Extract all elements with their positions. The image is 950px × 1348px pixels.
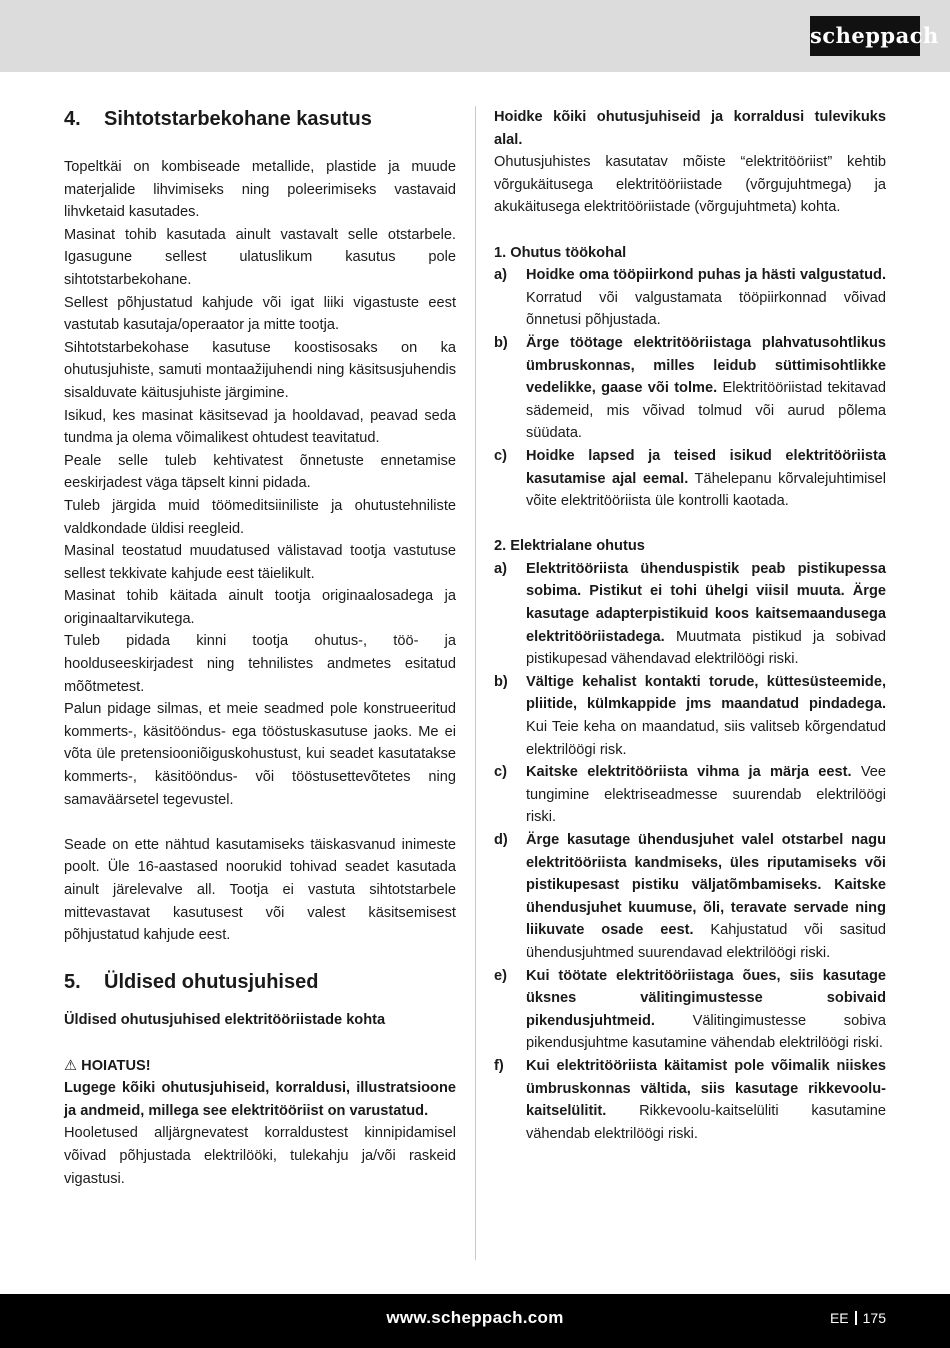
body-paragraph: Sellest põhjustatud kahjude või igat liiki vigastuste eest vastutab kasutaja/operaator ja mitte tootja. (64, 294, 456, 334)
subsection-2-list (494, 558, 886, 1145)
list-item-text (526, 558, 886, 671)
warning-text: Hooletused alljärgnevatest korraldustest kinnipidamisel võivad põhjustada elektrilööki, tulekahju ja/või raskeid vigastusi. (64, 1125, 456, 1187)
body-paragraph: Sihtotstarbekohase kasutuse koostisosaks on ka ohutusjuhiste, samuti montaažijuhendi ning käsitsusjuhendis sisalduvate käitusjuhiste järgimine. (64, 339, 456, 401)
section-title-text: Sihtotstarbekohane kasutus (104, 108, 372, 130)
language-code: EE (829, 1310, 849, 1326)
list-item-label: a) (494, 267, 507, 284)
body-paragraph: Peale selle tuleb kehtivatest õnnetuste ennetamise eeskirjadest väga täpselt kinni pidada. (64, 452, 456, 492)
body-paragraph: Isikud, kes masinat käsitsevad ja hooldavad, peavad seda tundma ja olema võimalikest ohtudest teavitatud. (64, 407, 456, 447)
list-item-normal: Korratud või valgustamata tööpiirkonnad võivad õnnetusi põhjustada. (526, 289, 886, 329)
keep-instructions-text: Ohutusjuhistes kasutatav mõiste “elektritööriist” kehtib võrgukäitusega elektritööriistade (võrgujuhtmega) ja akukäitusega elektritööriistade (võrgujuhtmeta) kohta. (494, 154, 886, 216)
list-item-bold: Ärge kasutage ühendusjuhet valel otstarbel nagu elektritööriista kandmiseks, üles riputamiseks või pistikupesast pistiku väljatõmbamiseks. Kaitske ühendusjuhet kuumuse, õli, teravate servade ning liikuvate osade eest. (526, 832, 886, 939)
list-item-bold: Hoidke oma tööpiirkond puhas ja hästi valgustatud. (526, 267, 886, 284)
section-4-title (64, 106, 456, 132)
list-item-bold: Elektritööriista ühenduspistik peab pistikupessa sobima. Pistikut ei tohi ühelgi viisil muuta. Ärge kasutage adapterpistikuid koos kaitsemaandusega elektritööriistadega. (526, 560, 886, 645)
section-number: 4. (64, 108, 81, 130)
list-item-text (526, 445, 886, 513)
left-column (64, 106, 456, 1190)
right-column (494, 106, 886, 1145)
list-item-text (526, 332, 886, 445)
list-item (494, 264, 886, 332)
body-paragraph: Masinat tohib kasutada ainult vastavalt selle otstarbele. Igasugune sellest ulatuslikum kasutus pole sihtotstarbekohane. (64, 226, 456, 288)
age-paragraph: Seade on ette nähtud kasutamiseks täiskasvanud inimeste poolt. Üle 16-aastased noorukid tohivad seadet kasutada ainult järelevalve all. Tootja ei vastuta sihtotstarbele mittevastavat kasutusest või valest käsitsemisest põhjustatud kahjude eest. (64, 836, 456, 944)
body-paragraph: Tuleb järgida muid töömeditsiiniliste ja ohutustehniliste valdkondade üldisi reegleid. (64, 497, 456, 537)
body-paragraph: Masinal teostatud muudatused välistavad tootja vastutuse sellest tekkivate kahjude eest täielikult. (64, 543, 456, 582)
list-item (494, 445, 886, 513)
section-5-subtitle: Üldised ohutusjuhised elektritööriistade kohta (64, 1012, 386, 1029)
list-item-normal: Kui Teie keha on maandatud, siis valitseb kõrgendatud elektrilöögi risk. (526, 719, 886, 758)
separator (855, 1311, 857, 1325)
footer-bar (0, 1294, 950, 1348)
list-item-normal: Tähelepanu kõrvalejuhtimisel võite elektritööriista üle kontrolli kaotada. (526, 470, 886, 510)
list-item-text (526, 965, 886, 1055)
list-item-label: f) (494, 1057, 504, 1074)
body-paragraph: Topeltkäi on kombiseade metallide, plastide ja muude materjalide lihvimiseks ning poleerimiseks vastavaid lihvketaid kasutades. (64, 159, 456, 221)
list-item-bold: Vältige kehalist kontakti torude, küttesüsteemide, pliitide, külmkappide jms maandatud pindadega. (526, 673, 886, 713)
list-item (494, 829, 886, 965)
scheppach-logo: scheppach (810, 16, 920, 56)
list-item-normal: Muutmata pistikud ja sobivad pistikupesad vähendavad elektrilöögi riski. (526, 628, 886, 668)
subsection-1-list (494, 264, 886, 513)
list-item (494, 965, 886, 1055)
list-item-label: c) (494, 447, 507, 464)
list-item-text (526, 829, 886, 965)
list-item-text (526, 1055, 886, 1145)
list-item-text (526, 671, 886, 761)
page-number: 175 (862, 1310, 886, 1326)
column-divider (475, 106, 476, 1260)
list-item (494, 1055, 886, 1145)
list-item-bold: Kui elektritööriista käitamist pole võimalik niiskes ümbruskonnas vältida, siis kasutage rikkevoolu-kaitselülitit. (526, 1057, 886, 1120)
list-item-label: e) (494, 967, 507, 984)
section-number: 5. (64, 971, 81, 994)
list-item (494, 761, 886, 829)
list-item-bold: Hoidke lapsed ja teised isikud elektritööriista kasutamise ajal eemal. (526, 447, 886, 487)
page-indicator (830, 1310, 886, 1326)
list-item-text (526, 761, 886, 829)
section-4-body (64, 156, 456, 811)
list-item-normal: Elektritööriistad tekitavad sädemeid, mis võivad tolmud või aurud põlema süüdata. (526, 380, 886, 442)
list-item-bold: Kui töötate elektritööriistaga õues, siis kasutage üksnes välitingimustesse sobivaid pikendusjuhtmeid. (526, 967, 886, 1029)
keep-instructions-bold: Hoidke kõiki ohutusjuhiseid ja korraldusi tulevikuks alal. (494, 109, 886, 148)
list-item-bold: Ärge töötage elektritööriistaga plahvatusohtlikus ümbruskonnas, milles leidub süttimisohtlikke vedelikke, gaase või tolme. (526, 334, 886, 397)
header-bar (0, 0, 950, 72)
body-paragraph: Masinat tohib käitada ainult tootja originaalosadega ja originaaltarvikutega. (64, 588, 456, 627)
section-5-title (64, 969, 456, 995)
list-item (494, 671, 886, 761)
list-item-label: a) (494, 560, 507, 577)
list-item (494, 332, 886, 445)
subsection-2-title: 2. Elektrialane ohutus (494, 538, 645, 555)
subsection-1-title: 1. Ohutus töökohal (494, 244, 627, 261)
list-item-bold: Kaitske elektritööriista vihma ja märja eest. (526, 764, 852, 781)
list-item-normal: Välitingimustesse sobiva pikendusjuhtme kasutamine vähendab elektrilöögi riski. (526, 1012, 886, 1052)
list-item-label: d) (494, 832, 508, 848)
body-paragraph: Tuleb pidada kinni tootja ohutus-, töö- ja hooldusееskirjadest ning tehnilistes andmetes esitatud mõõtmetest. (64, 633, 456, 695)
list-item (494, 558, 886, 671)
list-item-label: b) (494, 334, 508, 351)
section-title-text: Üldised ohutusjuhised (104, 971, 319, 994)
body-paragraph: Palun pidage silmas, et meie seadmed pole konstrueeritud kommerts-, käsitööndus- ega tööstuskasutuse jaoks. Me ei võta üle pretensiooniõiguskohustust, kui seadet kasutatakse kommerts-, käsitööndus- või tööstusettevõtetes ning samaväärsetel tegevustel. (64, 701, 456, 808)
list-item-text (526, 264, 886, 332)
list-item-label: b) (494, 673, 508, 690)
list-item-label: c) (494, 764, 507, 781)
warning-triangle-icon: ⚠ (64, 1057, 78, 1074)
list-item-normal: Kahjustatud või sasitud ühendusjuhtmed suurendavad elektrilöögi riski. (526, 922, 886, 961)
warning-bold-text: Lugege kõiki ohutusjuhiseid, korraldusi, illustratsioone ja andmeid, millega see elektritööriist on varustatud. (64, 1080, 456, 1119)
list-item-normal: Vee tungimine elektriseadmesse suurendab elektrilöögi riski. (526, 764, 886, 826)
list-item-normal: Rikkevoolu-kaitselüliti kasutamine vähendab elektrilöögi riski. (526, 1103, 886, 1142)
warning-heading (64, 1055, 456, 1078)
footer-url: www.scheppach.com (386, 1308, 564, 1327)
warning-label: HOIATUS! (81, 1057, 151, 1074)
